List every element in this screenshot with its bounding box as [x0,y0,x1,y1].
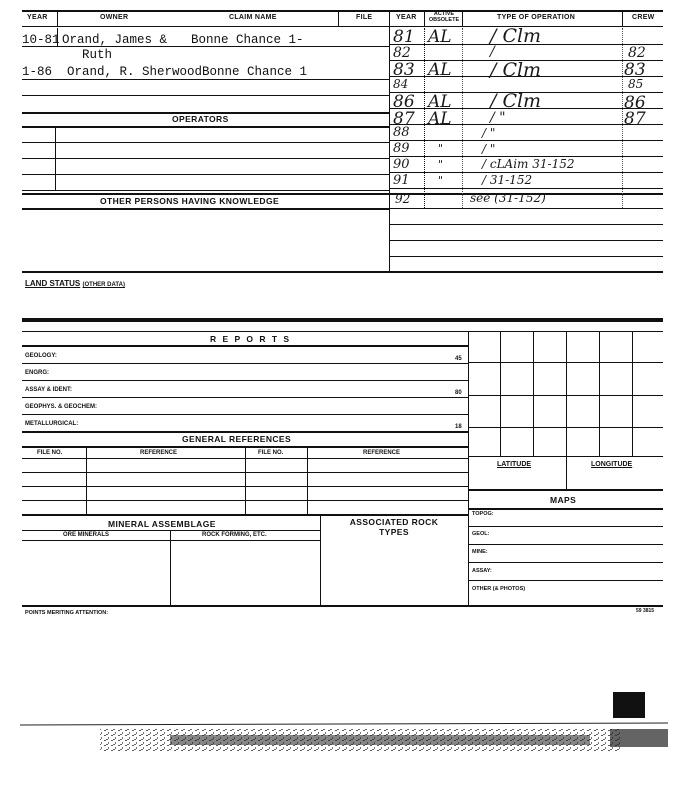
op-6-type: / " [490,110,506,126]
op-row-line [389,240,663,241]
land-status-sub: (OTHER DATA) [82,282,125,288]
op-6-crew: 87 [624,109,646,129]
divider [86,446,87,515]
points-meriting-attention-label: POINTS MERITING ATTENTION: [25,610,109,616]
owner-row-2-owner: Ruth [82,48,113,62]
op-3-type: / Clm [490,59,542,81]
divider [338,10,339,26]
op-7-year: 88 [393,125,410,140]
form-number: 59 3815 [636,608,655,614]
reports-title: R E P O R T S [210,334,292,344]
row-line [22,380,468,381]
owner-row-1-claim: Bonne Chance 1- [191,33,304,47]
latitude-label: LATITUDE [497,461,532,468]
maps-other: OTHER (& PHOTOS) [472,586,526,592]
op-11-year: 92 [395,192,411,206]
divider [566,456,567,489]
gen-ref-file-no-2: FILE NO. [258,450,284,456]
row-line [22,414,468,415]
divider [57,28,58,46]
op-row-line [389,256,663,257]
divider [245,446,246,515]
row-line [22,79,389,80]
section-bottom-line [22,271,663,273]
op-3-year: 83 [393,60,415,80]
reports-bottom-line [22,431,468,433]
active-col [424,28,425,208]
report-assay-num: 80 [455,390,462,396]
crew-col [622,28,623,208]
grid-line [566,331,567,456]
row-line [468,580,663,581]
report-metallurgical-label: METALLURGICAL: [25,421,79,427]
maps-title: MAPS [550,495,577,505]
op-10-year: 91 [393,173,410,188]
op-row-line [389,224,663,225]
grid-line [500,331,501,456]
divider [307,446,308,515]
op-5-crew: 86 [624,93,646,113]
op-11-type: see (31-152) [470,191,546,205]
operators-bottom-line [22,126,389,128]
coords-bottom-line [468,489,663,491]
associated-rock-types-label: ASSOCIATED ROCK TYPES [349,517,439,537]
divider [170,530,171,606]
row-line [22,472,468,473]
row-line [22,95,389,96]
claim-name-header: CLAIM NAME [229,14,277,21]
row-line [22,46,389,47]
owner-header: OWNER [100,14,129,21]
divider [462,10,463,26]
row-line [22,190,389,191]
row-line [22,363,468,364]
land-status-label: LAND STATUS [25,279,81,288]
op-4-crew: 85 [628,77,644,91]
ore-minerals-label: ORE MINERALS [63,532,110,538]
op-5-active: AL [428,92,452,112]
header-bottom-line [22,26,663,27]
thick-separator [22,318,663,322]
op-2-type: / [490,44,495,60]
grid-line [468,362,663,363]
year-right-header: YEAR [396,14,417,21]
maps-title-bottom [468,508,663,510]
general-references-title: GENERAL REFERENCES [182,434,292,444]
op-7-type: / " [482,126,496,140]
gen-ref-reference-2: REFERENCE [363,450,401,456]
row-line [22,530,320,531]
op-8-type: / " [482,142,496,156]
op-3-active: AL [428,60,452,80]
op-row-line [389,208,663,209]
report-engrg-label: ENGRG: [25,370,49,376]
op-10-type: / 31-152 [482,173,533,187]
op-2-crew: 82 [628,45,646,61]
op-6-year: 87 [393,109,415,129]
grid-line [599,331,600,456]
op-row-line [389,188,663,189]
op-5-type: / Clm [490,90,542,112]
row-line [468,526,663,527]
rock-forming-label: ROCK FORMING, ETC. [202,532,267,538]
longitude-label: LONGITUDE [591,461,633,468]
op-5-year: 86 [393,92,415,112]
op-9-type: / cLAim 31-152 [482,157,575,171]
owner-row-3-claim: Bonne Chance 1 [202,65,308,79]
grid-line [632,331,633,456]
other-persons-label: OTHER PERSONS HAVING KNOWLEDGE [100,196,280,206]
year-header: YEAR [27,14,48,21]
grid-line [468,395,663,396]
row-line [22,486,468,487]
row-line [22,142,389,143]
maps-mine: MINE: [472,549,488,555]
op-1-type: / Clm [490,25,542,47]
reports-title-bottom [22,345,468,347]
type-col [462,28,463,208]
divider [320,514,321,606]
row-line [22,397,468,398]
op-3-crew: 83 [624,60,646,80]
gen-ref-file-no-1: FILE NO. [37,450,63,456]
crew-header: CREW [632,14,655,21]
operators-label: OPERATORS [172,114,229,124]
report-assay-label: ASSAY & IDENT: [25,387,73,393]
op-8-active: " [438,142,444,155]
report-geology-num: 45 [455,356,462,362]
file-header: FILE [356,14,373,21]
row-line [468,562,663,563]
row-line [22,174,389,175]
op-1-active: AL [428,27,452,47]
owner-row-1-owner: Orand, James & [62,33,168,47]
right-panel-border [468,331,469,606]
row-line [22,540,320,541]
row-line [468,544,663,545]
gen-ref-reference-1: REFERENCE [140,450,178,456]
grid-line [533,331,534,456]
op-2-year: 82 [393,45,411,61]
row-line [22,158,389,159]
op-8-year: 89 [393,141,410,156]
land-status-heading [25,279,125,288]
report-geology-label: GEOLOGY: [25,353,57,359]
maps-assay: ASSAY: [472,568,492,574]
mineral-assemblage-title: MINERAL ASSEMBLAGE [108,519,216,529]
row-line [22,500,468,501]
top-border [22,10,663,12]
divider [57,10,58,26]
owner-row-1-year: 10-81 [22,33,60,47]
op-1-year: 81 [393,27,415,47]
grid-line [468,427,663,428]
gen-ref-bottom-line [22,514,468,516]
op-10-active: " [438,174,444,187]
other-persons-top-line [22,193,663,195]
maps-geol: GEOL: [472,531,490,537]
owner-row-3-year: 1-86 [22,65,53,79]
op-9-active: " [438,158,444,171]
op-6-active: AL [428,109,452,129]
mineral-bottom-line [22,605,663,607]
divider [622,10,623,26]
type-of-operation-header: TYPE OF OPERATION [497,14,576,21]
op-4-year: 84 [393,77,409,91]
divider [424,10,425,26]
owner-row-3-owner: Orand, R. Sherwood [67,65,203,79]
report-geophys-label: GEOPHYS. & GEOCHEM: [25,404,98,410]
report-metallurgical-num: 18 [455,424,462,430]
scan-noise-band [20,715,668,755]
center-divider [389,10,390,272]
maps-topog: TOPOG: [472,511,494,517]
active-obsolete-header: ACTIVE OBSOLETE [428,11,460,23]
op-9-year: 90 [393,157,410,172]
other-persons-bottom-line [22,208,389,210]
op-row-line [389,140,663,141]
